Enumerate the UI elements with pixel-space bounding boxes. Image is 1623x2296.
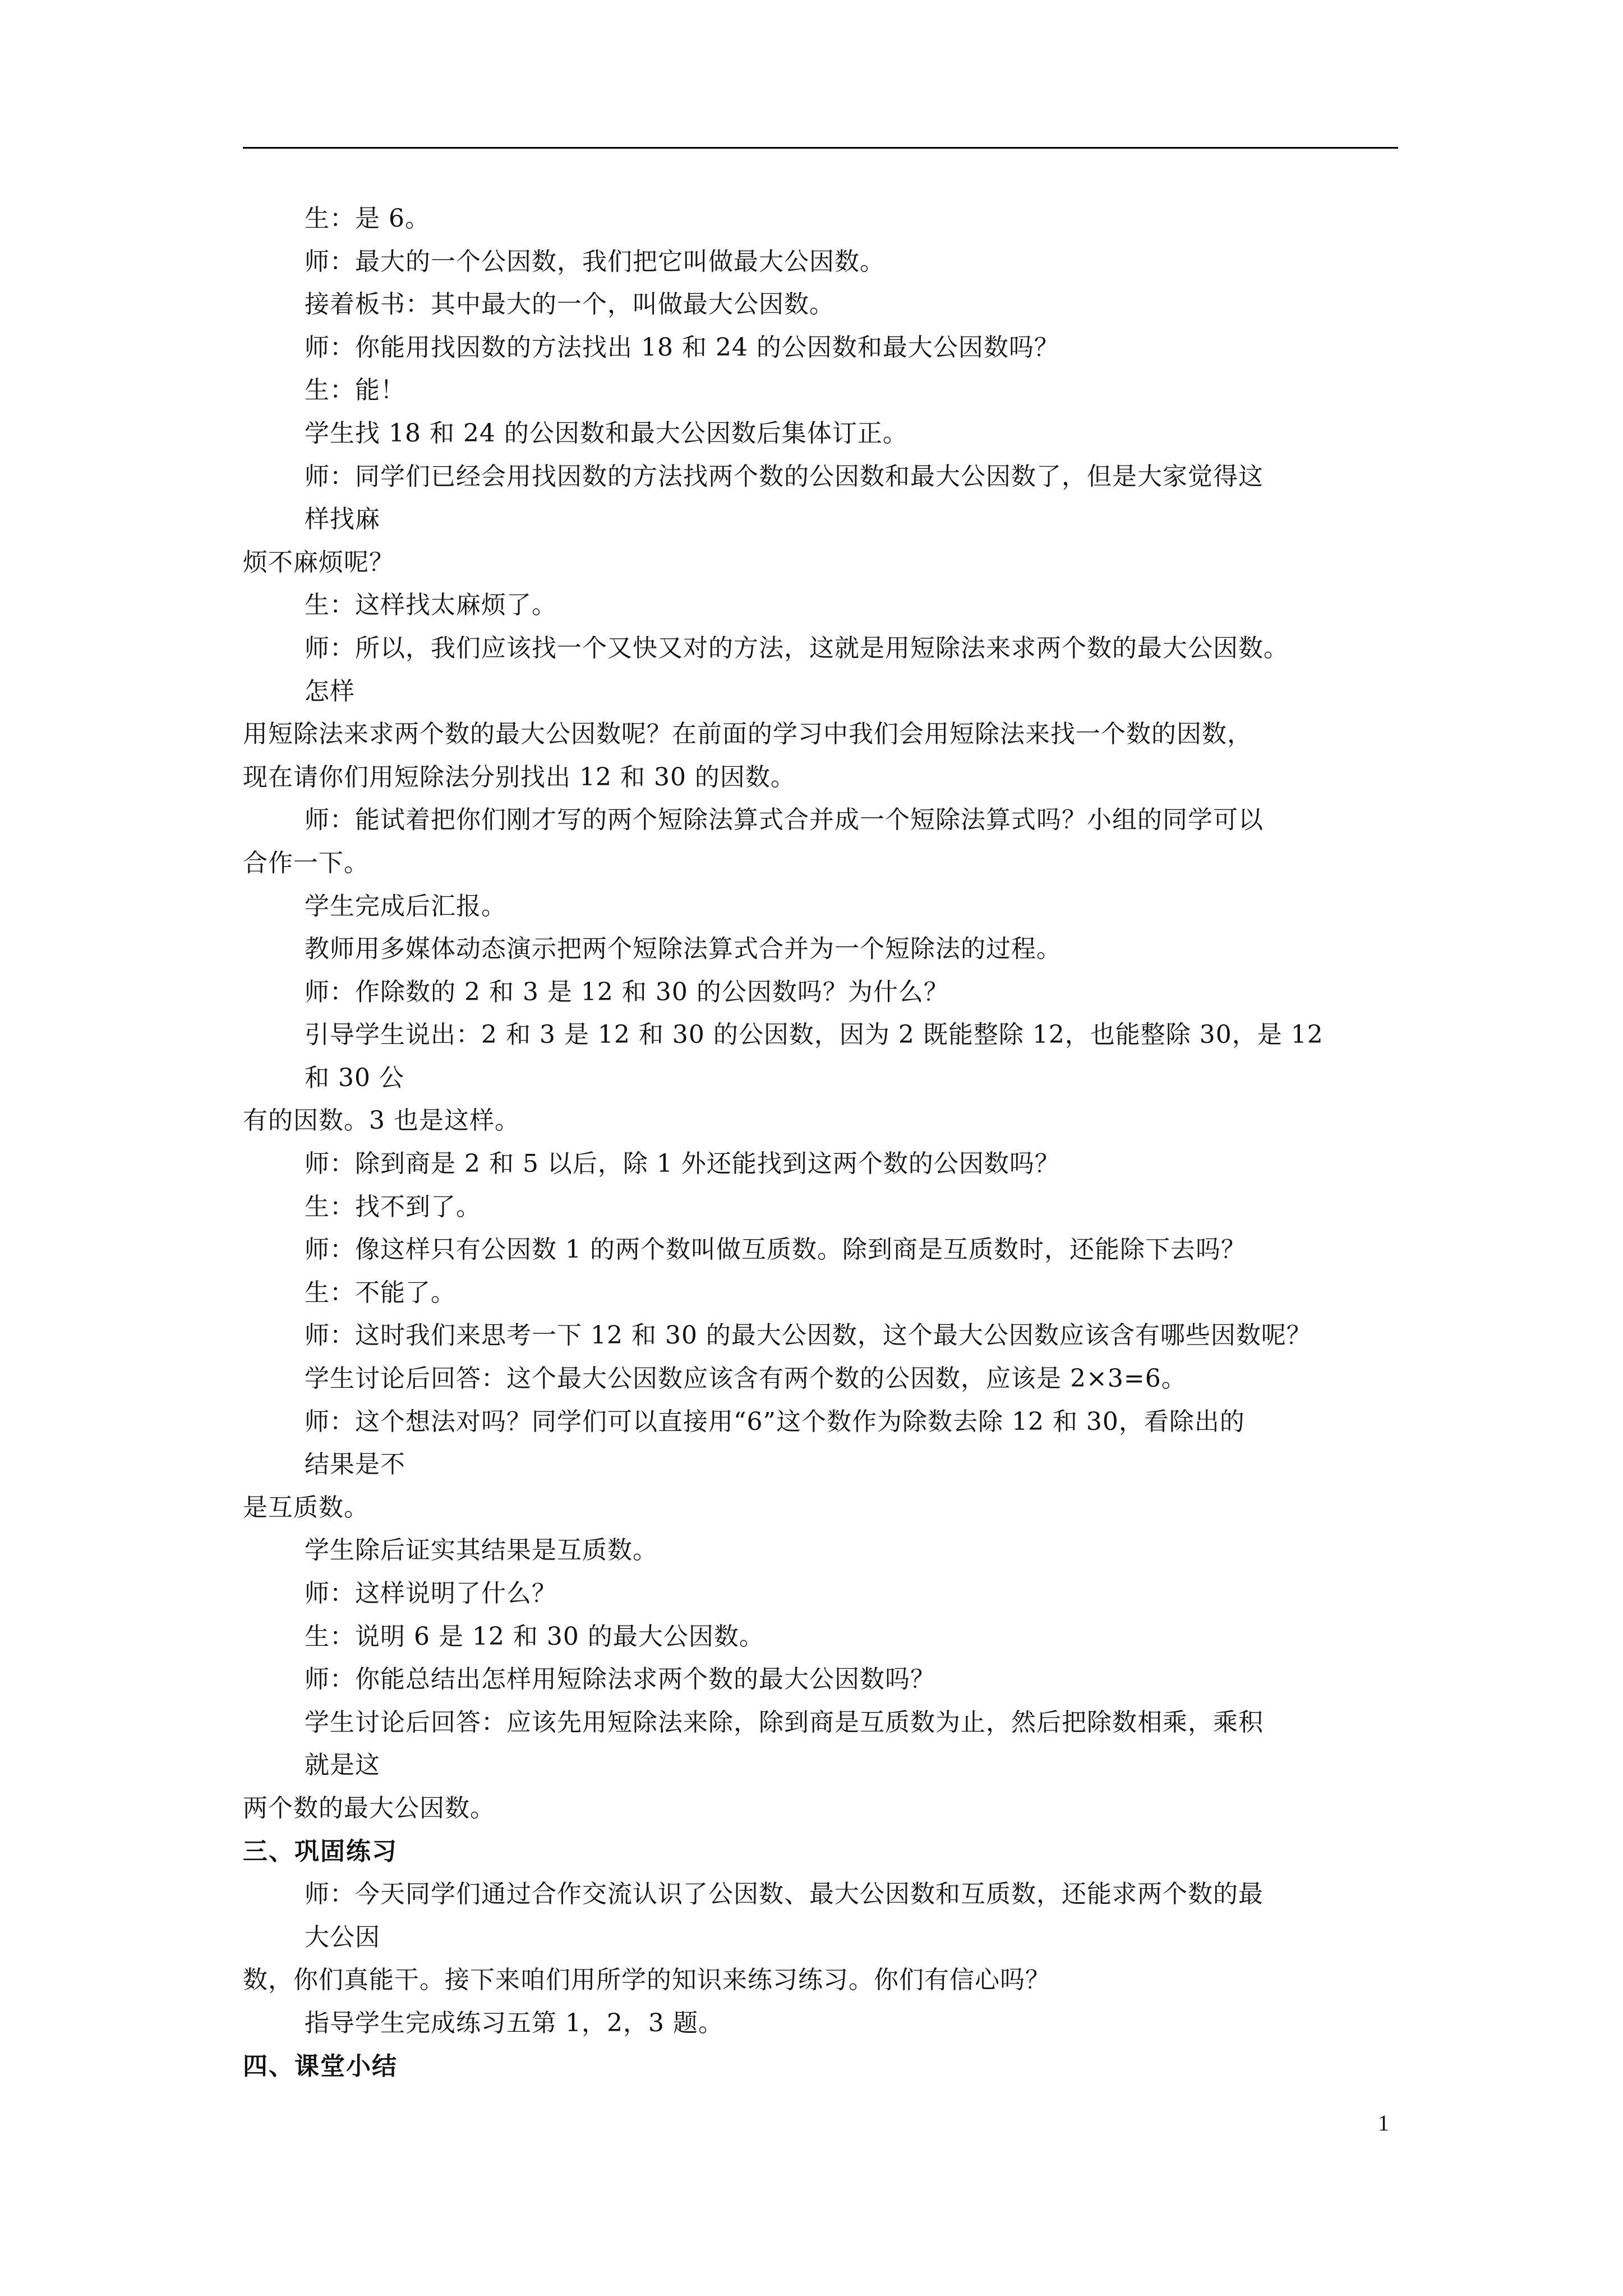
paragraph-line: 生：是 6。 — [305, 204, 430, 233]
paragraph-line: 师：能试着把你们刚才写的两个短除法算式合并成一个短除法算式吗？小组的同学可以 — [305, 806, 1264, 835]
paragraph-line: 生：不能了。 — [305, 1278, 456, 1307]
paragraph-line: 和 30 公 — [305, 1063, 404, 1092]
paragraph-line: 现在请你们用短除法分别找出 12 和 30 的因数。 — [243, 762, 796, 792]
section-heading: 三、巩固练习 — [243, 1837, 398, 1866]
paragraph-line: 师：你能总结出怎样用短除法求两个数的最大公因数吗？ — [305, 1665, 935, 1694]
paragraph-line: 学生讨论后回答：这个最大公因数应该含有两个数的公因数，应该是 2×3=6。 — [305, 1364, 1187, 1393]
paragraph-line: 生：这样找太麻烦了。 — [305, 591, 557, 620]
paragraph-line: 师：今天同学们通过合作交流认识了公因数、最大公因数和互质数，还能求两个数的最 — [305, 1880, 1264, 1909]
paragraph-line: 生：说明 6 是 12 和 30 的最大公因数。 — [305, 1622, 764, 1651]
paragraph-line: 指导学生完成练习五第 1，2，3 题。 — [305, 2008, 723, 2037]
paragraph-line: 生：能！ — [305, 376, 405, 405]
paragraph-line: 生：找不到了。 — [305, 1192, 481, 1221]
paragraph-line: 师：所以，我们应该找一个又快又对的方法，这就是用短除法来求两个数的最大公因数。 — [305, 633, 1289, 662]
paragraph-line: 学生找 18 和 24 的公因数和最大公因数后集体订正。 — [305, 418, 908, 448]
paragraph-line: 大公因 — [305, 1922, 380, 1952]
paragraph-line: 有的因数。3 也是这样。 — [243, 1106, 520, 1135]
paragraph-line: 师：作除数的 2 和 3 是 12 和 30 的公因数吗？为什么？ — [305, 977, 949, 1006]
paragraph-line: 师：这时我们来思考一下 12 和 30 的最大公因数，这个最大公因数应该含有哪些因数呢？ — [305, 1321, 1312, 1350]
paragraph-line: 教师用多媒体动态演示把两个短除法算式合并为一个短除法的过程。 — [305, 935, 1062, 964]
paragraph-line: 学生完成后汇报。 — [305, 891, 506, 921]
paragraph-line: 引导学生说出：2 和 3 是 12 和 30 的公因数，因为 2 既能整除 12，也能整除 30，是 12 — [305, 1020, 1324, 1050]
document-body — [243, 197, 1409, 2088]
paragraph-line: 怎样 — [305, 677, 355, 706]
paragraph-line: 师：最大的一个公因数，我们把它叫做最大公因数。 — [305, 247, 885, 276]
paragraph-line: 师：像这样只有公因数 1 的两个数叫做互质数。除到商是互质数时，还能除下去吗？ — [305, 1235, 1246, 1264]
paragraph-line: 数，你们真能干。接下来咱们用所学的知识来练习练习。你们有信心吗？ — [243, 1966, 1050, 1995]
paragraph-line: 师：除到商是 2 和 5 以后，除 1 外还能找到这两个数的公因数吗？ — [305, 1149, 1060, 1179]
section-heading: 四、课堂小结 — [243, 2051, 398, 2081]
paragraph-line: 接着板书：其中最大的一个，叫做最大公因数。 — [305, 290, 834, 319]
paragraph-line: 是互质数。 — [243, 1493, 369, 1522]
paragraph-line: 合作一下。 — [243, 848, 369, 877]
paragraph-line: 学生除后证实其结果是互质数。 — [305, 1536, 658, 1565]
paragraph-line: 师：你能用找因数的方法找出 18 和 24 的公因数和最大公因数吗？ — [305, 333, 1059, 362]
paragraph-line: 两个数的最大公因数。 — [243, 1793, 495, 1823]
paragraph-line: 师：同学们已经会用找因数的方法找两个数的公因数和最大公因数了，但是大家觉得这 — [305, 462, 1264, 491]
paragraph-line: 就是这 — [305, 1751, 380, 1780]
paragraph-line: 结果是不 — [305, 1450, 405, 1479]
paragraph-line: 师：这个想法对吗？同学们可以直接用“6”这个数作为除数去除 12 和 30，看除出的 — [305, 1407, 1245, 1436]
header-rule — [243, 147, 1398, 149]
paragraph-line: 用短除法来求两个数的最大公因数呢？在前面的学习中我们会用短除法来找一个数的因数， — [243, 720, 1252, 749]
paragraph-line: 样找麻 — [305, 505, 380, 534]
page-number: 1 — [1378, 2110, 1389, 2136]
paragraph-line: 师：这样说明了什么？ — [305, 1579, 557, 1608]
paragraph-line: 学生讨论后回答：应该先用短除法来除，除到商是互质数为止，然后把除数相乘，乘积 — [305, 1708, 1264, 1737]
paragraph-line: 烦不麻烦呢？ — [243, 547, 394, 577]
